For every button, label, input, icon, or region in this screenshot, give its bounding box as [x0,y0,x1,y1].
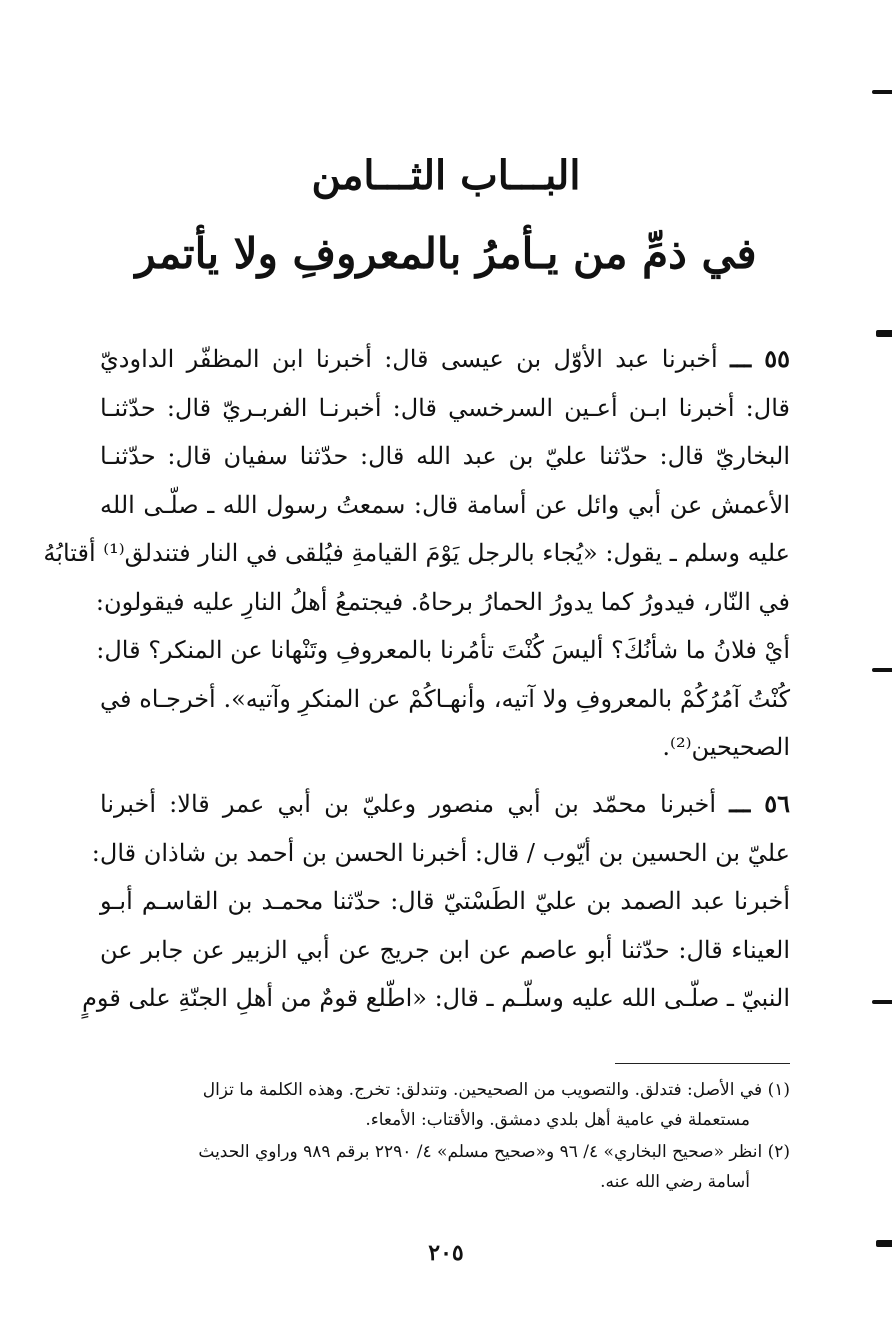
page-edge-mark [876,1240,892,1247]
hadith-line: قال: أخبرنا ابـن أعـين السرخسي قال: أخبرنـا الفربـريّ قال: حدّثنـا [100,393,790,422]
hadith-line: أخبرنا عبد الصمد بن عليّ الطَسْتيّ قال: حدّثنا محمـد بن القاسـم أبـو [100,887,791,915]
hadith-number: ٥٥ ـــ [730,344,791,373]
chapter-number: البـــاب الثـــامن [311,152,581,199]
footnote-line: مستعملة في عامية أهل بلدي دمشق. والأقتاب: الأمعاء. [365,1110,750,1130]
hadith-line: كُنْتُ آمُرُكُمْ بالمعروفِ ولا آتيه، وأنهـاكُمْ عن المنكرِ وآتيه». أخرجـاه في [100,684,790,713]
footnotes [100,1075,790,1199]
footnote-marker: (٢) [767,1142,790,1162]
page-edge-mark [872,90,892,94]
hadith-line: عليه وسلم ـ يقول: «يُجاء بالرجل يَوْمَ القيامةِ فيُلقى في النار فتندلق⁽¹⁾ أقتابُهُ [43,539,790,567]
hadith-56 [82,780,791,1023]
hadith-text: أخبرنا محمّد بن أبي منصور وعليّ بن أبي عمر قالا: أخبرنا [100,790,716,818]
footnote-marker: (١) [767,1080,790,1100]
footnote-text: في الأصل: فتدلق. والتصويب من الصحيحين. وتندلق: تخرج. وهذه الكلمة ما تزال [202,1080,763,1100]
hadith-line: النبيّ ـ صلّـى الله عليه وسلّـم ـ قال: «اطّلع قومٌ من أهلِ الجنّةِ على قومٍ [82,984,790,1012]
hadith-line: البخاريّ قال: حدّثنا عليّ بن عبد الله قال: حدّثنا سفيان قال: حدّثنـا [100,442,790,470]
footnote-line [100,1137,790,1167]
hadith-line: العيناء قال: حدّثنا أبو عاصم عن ابن جريج عن أبي الزبير عن جابر عن [100,935,790,964]
hadith-text: أخبرنا عبد الأوّل بن عيسى قال: أخبرنا ابن المظفّر الداوديّ [100,345,718,373]
chapter-title: في ذمِّ من يـأمرُ بالمعروفِ ولا يأتمر [135,229,757,278]
footnote-2 [100,1137,790,1197]
footnote-line: أسامة رضي الله عنه. [600,1172,750,1192]
hadith-55 [43,335,791,772]
footnote-divider [615,1063,790,1064]
hadith-line [100,335,790,384]
page-edge-mark [876,330,892,337]
hadith-line: الصحيحين⁽²⁾. [662,733,790,761]
hadith-line: أيْ فلانُ ما شأنُكَ؟ أليسَ كُنْتَ تأمُرنا بالمعروفِ وتَنْهانا عن المنكر؟ قال: [96,636,790,664]
hadith-line: الأعمش عن أبي وائل عن أسامة قال: سمعتُ رسول الله ـ صلّـى الله [100,490,790,519]
hadith-number: ٥٦ ـــ [729,789,790,818]
footnote-line [100,1075,790,1105]
page-edge-mark [872,668,892,672]
page-number: ٢٠٥ [428,1240,464,1266]
footnote-text: انظر «صحيح البخاري» ٤/ ٩٦ و«صحيح مسلم» ٤/ ٢٢٩٠ برقم ٩٨٩ وراوي الحديث [198,1142,763,1162]
footnote-1 [100,1075,790,1135]
hadith-line: في النّار، فيدورُ كما يدورُ الحمارُ برحاهُ. فيجتمعُ أهلُ النارِ عليه فيقولون: [95,587,790,616]
chapter-heading [0,140,892,290]
page-edge-mark [872,1000,892,1004]
hadith-line: عليّ بن الحسين بن أيّوب / قال: أخبرنا الحسن بن أحمد بن شاذان قال: [91,838,790,867]
hadith-line [100,780,790,829]
